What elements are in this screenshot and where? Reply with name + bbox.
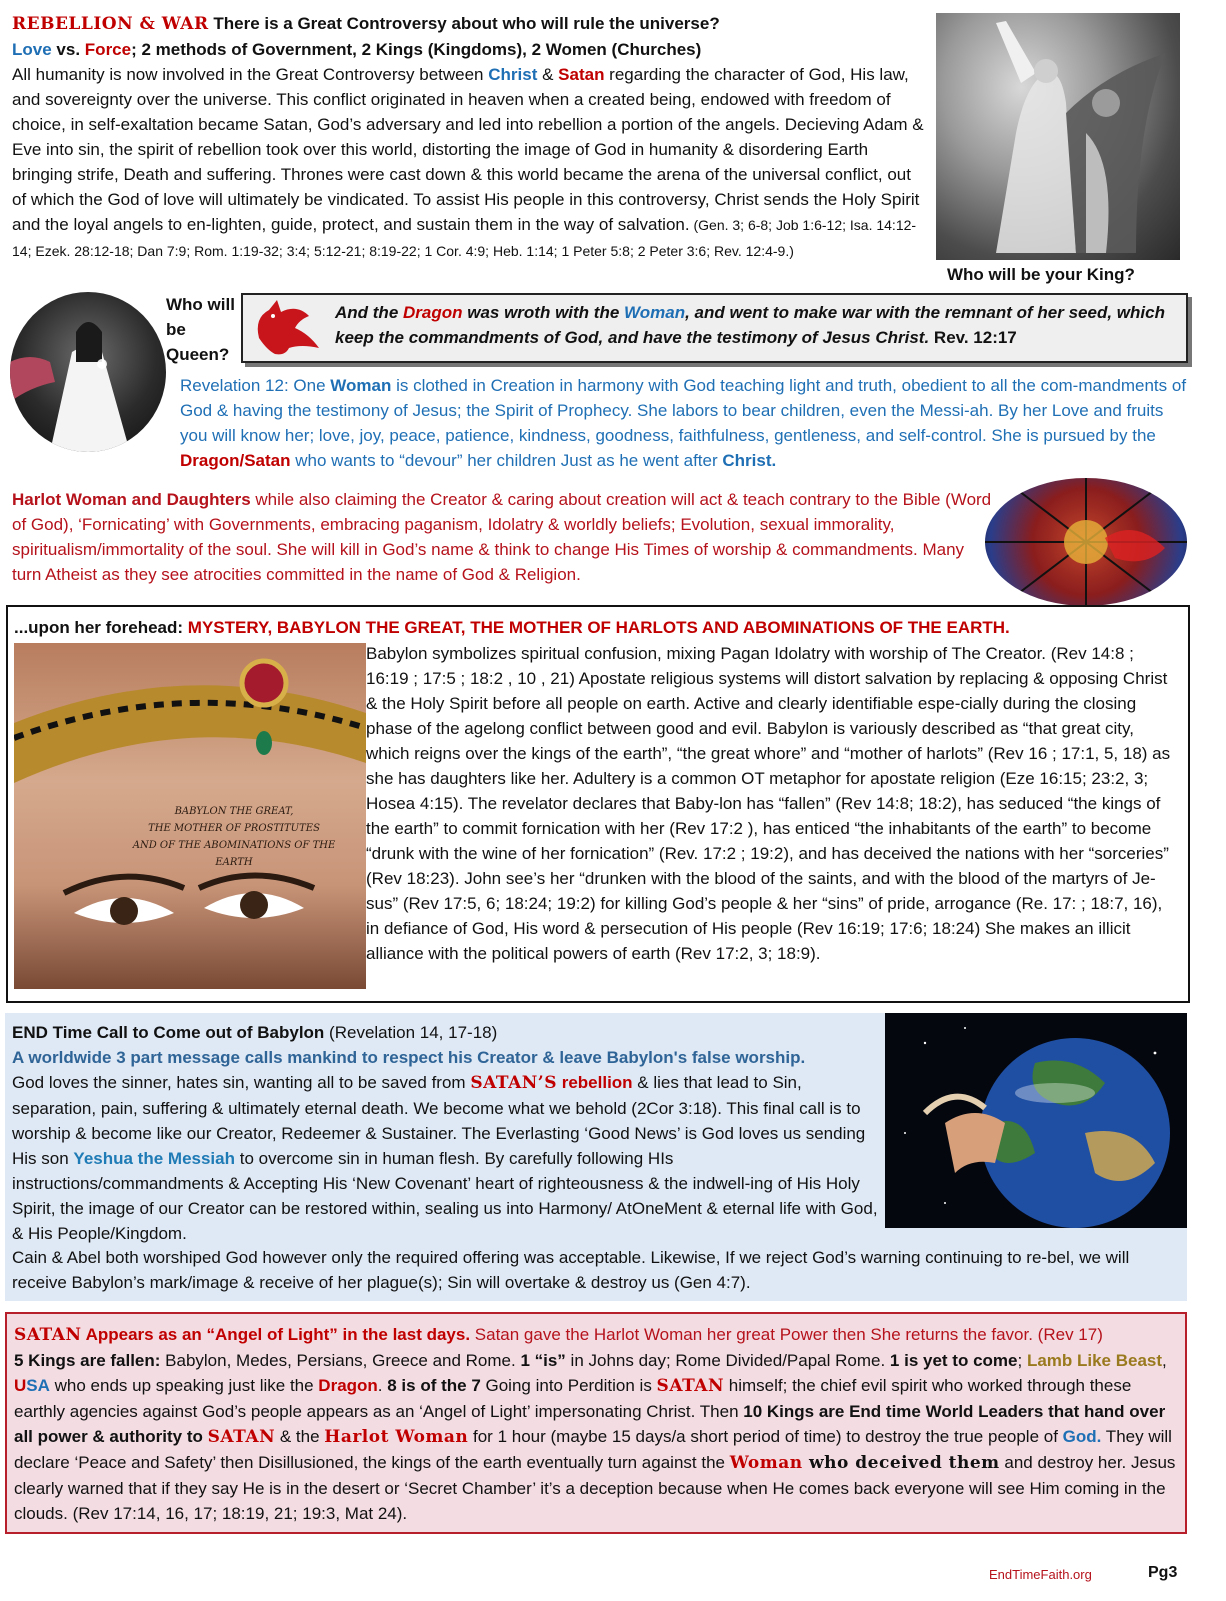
chief-spirit-text: himself; the chief evil spirit who worked through these earthly agencies against God’s people appears as an ‘Angel of Light’ impersonating Christ. Then — [14, 1376, 1132, 1421]
stained-glass-image — [985, 478, 1187, 606]
perdition-text: Going into Perdition is — [480, 1376, 657, 1395]
harlot-title: Harlot Woman and Daughters — [12, 490, 251, 509]
end-time-title — [12, 1020, 497, 1045]
revelation-woman-paragraph — [180, 373, 1190, 473]
mystery-title: MYSTERY, BABYLON THE GREAT, THE MOTHER OF HARLOTS AND ABOMINATIONS OF THE EARTH. — [187, 618, 1010, 637]
god-word: God. — [1062, 1427, 1102, 1446]
babylon-body: Babylon symbolizes spiritual confusion, mixing Pagan Idolatry with worship of The Creator. (Rev 14:8 ; 16:19 ; 17:5 ; 18:2 , 10 , 21) Apostate religious systems will distort salvation by replacing & opposing Christ & the Holy Spirit before all people on earth. Active and clearly identifiable espe-cially during the closing phase of the agelong conflict between good and evil. Babylon is variously described as “that great city, which reigns over the kings of the earth”, “the great whore” and “mother of harlots” (Rev 16 ; 17:1, 5, 18) as she has daughters like her. Adultery is a common OT metaphor for apostate religion (Eze 16:15; 23:2, 3; Hosea 4:15). The revelator declares that Baby-lon has “fallen” (Rev 14:8; 18:2), has seduced “the kings of the earth” to commit fornication with her (Rev 17:2 ), has enticed “the inhabitants of the earth” to become “drunk with the wine of her fornication” (Rev. 17:2 ; 19:2), and has deceived the nations with her “sorceries” (Rev 18:23). John see’s her “drunken with the blood of the saints, and with the blood of the martyrs of Je-sus” (Rev 17:5, 6; 18:24; 19:2) for killing God’s people & her “sins” of pride, arrogance (Re. 17: ; 18:7, 16), in defiance of God, His word & persecution of His people (Rev 16:19; 17:6; 18:24) She makes an illicit alliance with the political powers of earth (Rev 17:2, 3; 18:9). — [366, 644, 1171, 963]
quote-dragon: Dragon — [403, 303, 463, 322]
controversy-text-b: regarding the character of God, His law, and sovereignty over the universe. This conflict originated in heaven when a created being, endowed with freedom of choice, in self-exaltation became Satan, God’s adversary and led into rebellion a portion of the angels. Decieving Adam & Eve into sin, the spirit of rebellion took over this world, distorting the image of God in humanity & disordering Earth bringing strife, Death and suffering. Thrones were cast down & this world became the arena of the universal conflict, out of which the God of love will ultimately be vindicated. To assist His people in this controversy, Christ sends the Holy Spirit and the loyal angels to en-lighten, guide, protect, and sustain them in the way of salvation. — [12, 65, 924, 234]
semi: ; — [1017, 1351, 1027, 1370]
dot: . — [377, 1376, 388, 1395]
end-time-subtitle: A worldwide 3 part message calls mankind to respect his Creator & leave Babylon's false worship. — [12, 1048, 806, 1067]
footer-site: EndTimeFaith.org — [989, 1567, 1092, 1582]
rebellion-heading — [12, 11, 924, 37]
end-text-c: to overcome sin in human flesh. By carefully following HIs instructions/commandments & Accepting His ‘New Covenant’ heart of righteousness & the indwell-ing of His Holy Spirit, the image of our Creator can be restored within, sealing us into Harmony/ AtOneMent & eternal life with God, & His People/Kingdom. — [12, 1149, 878, 1243]
controversy-text-a: All humanity is now involved in the Great Controversy between — [12, 65, 489, 84]
quote-ref: Rev. 12:17 — [929, 328, 1017, 347]
rev-christ: Christ. — [722, 451, 777, 470]
scripture-refs: (Gen. 3; 6-8; Job 1:6-12; Isa. 14:12-14; Ezek. 28:12-18; Dan 7:9; Rom. 1:19-32; 3:4; 5:12-21; 8:19-22; 1 Cor. 4:9; Heb. 1:14; 1 Peter 5:8; 2 Peter 3:6; Rev. 12:4-9.) — [12, 217, 917, 259]
yeshua-name: Yeshua the Messiah — [73, 1149, 235, 1168]
page-number: Pg3 — [1148, 1564, 1178, 1581]
section-rebellion — [12, 11, 924, 264]
stained-glass-illustration — [985, 478, 1187, 606]
amp: & — [537, 65, 559, 84]
kings-list: Babylon, Medes, Persians, Greece and Rome. — [160, 1351, 521, 1370]
earth-angel-image — [885, 1013, 1187, 1228]
force-word: Force — [84, 40, 132, 59]
rev-text-b: is clothed in Creation in harmony with God teaching light and truth, obedient to all the com-mandments of God & having the testimony of Jesus; the Spirit of Prophecy. She labors to bear children, even the Messi-ah. By her Love and fruits you will know her; love, joy, peace, patience, kindness, goodness, faithfulness, gentleness, and self-control. She is pursued by the — [180, 376, 1187, 445]
rev-text-c: who wants to “devour” her children Just as he went after — [290, 451, 723, 470]
red-dragon-icon — [249, 298, 323, 358]
rebellion-tag: REBELLION & WAR — [12, 14, 209, 34]
controversy-paragraph — [12, 62, 924, 264]
deceived-them: who deceived them — [802, 1453, 1000, 1473]
tattoo-line-3: AND OF THE ABOMINATIONS OF THE EARTH — [132, 840, 336, 868]
lamb-like-beast: Lamb Like Beast — [1026, 1351, 1163, 1370]
love-word: Love — [12, 40, 52, 59]
one-is: 1 “is” — [520, 1351, 566, 1370]
controversy-question: There is a Great Controversy about who will rule the universe? — [213, 14, 720, 33]
harlot-woman-tag: Harlot Woman — [324, 1427, 469, 1447]
end-time-title-ref: (Revelation 14, 17-18) — [324, 1023, 498, 1042]
dragon-word: Dragon — [318, 1376, 378, 1395]
johns-day-text: in Johns day; Rome Divided/Papal Rome. — [565, 1351, 890, 1370]
vs-word: vs. — [56, 40, 81, 59]
us-u: U — [14, 1376, 27, 1395]
satan-word: Satan — [558, 65, 605, 84]
quote-woman: Woman — [624, 303, 686, 322]
tattoo-line-1: BABYLON THE GREAT, — [174, 806, 294, 817]
two-methods-line — [12, 37, 924, 62]
harlot-text: while also claiming the Creator & caring about creation will act & teach contrary to the Bible (Word of God), ‘Fornicating’ with Governments, embracing paganism, Idolatry & worldly beliefs; Evolution, sexual immorality, spiritualism/immortality of the soul. She will kill in God’s name & think to change His Times of worship & commandments. Many turn Atheist as they see atrocities committed in the name of God & Religion. — [12, 490, 992, 584]
yet-to-come: 1 is yet to come — [889, 1351, 1018, 1370]
jesus-warned-text: and destroy her. Jesus clearly warned that if they say He is in the desert or ‘Secret Chamber’ it’s a deception because when He comes back everyone will see Him coming in the clouds. (Rev 17:14, 16, 17; 18:19, 21; 19:3, Mat 24). — [14, 1453, 1176, 1523]
one-hour-text: for 1 hour (maybe 15 days/a short period of time) to destroy the true people of — [468, 1427, 1063, 1446]
cain-abel-paragraph: Cain & Abel both worshiped God however only the required offering was acceptable. Likewise, If we reject God’s warning continuing to re-bel, we will receive Babylon’s mark/image & receive of her plague(s); Sin will overtake & destroy us (Gen 4:7). — [12, 1248, 1130, 1292]
angel-of-light-heading: Appears as an “Angel of Light” in the last days. — [81, 1325, 471, 1344]
babylon-heading — [14, 615, 1010, 640]
harlot-paragraph — [12, 487, 992, 587]
earth-illustration — [885, 1013, 1187, 1228]
king-caption: Who will be your King? — [947, 265, 1135, 284]
comma: , — [1162, 1351, 1167, 1370]
rev-woman: Woman — [330, 376, 392, 395]
tattoo-line-2: THE MOTHER OF PROSTITUTES — [148, 823, 320, 834]
satan-box — [5, 1312, 1187, 1534]
christ-word: Christ — [488, 65, 538, 84]
end-text-a: God loves the sinner, hates sin, wanting all to be saved from — [12, 1073, 471, 1092]
and-the: & the — [275, 1427, 325, 1446]
ten-kings: 10 Kings are End time World Leaders that hand over all power & authority to — [14, 1402, 1166, 1446]
speaking-text: who ends up speaking just like the — [49, 1376, 319, 1395]
us-sa: SA — [26, 1376, 50, 1395]
queen-illustration — [10, 292, 166, 452]
queen-caption: Who will be Queen? — [166, 295, 235, 364]
peace-safety-text: They will declare ‘Peace and Safety’ then Disillusioned, the kings of the earth eventually turn against the — [14, 1427, 1172, 1472]
rebellion-word: rebellion — [557, 1073, 633, 1092]
rev-text-a: Revelation 12: One — [180, 376, 331, 395]
end-time-title-text: END Time Call to Come out of Babylon — [12, 1023, 325, 1042]
methods-text: ; 2 methods of Government, 2 Kings (Kingdoms), 2 Women (Churches) — [131, 40, 702, 59]
satans-word: SATAN’S — [470, 1073, 557, 1093]
end-time-paragraph — [12, 1070, 884, 1246]
woman-tag: Woman — [729, 1453, 803, 1473]
satan-tag-3: SATAN — [207, 1427, 276, 1447]
forehead-tattoo — [114, 803, 354, 871]
end-text-b: & lies that lead to Sin, separation, pain, suffering & ultimately eternal death. We become what we behold (2Cor 3:18). This final call is to worship & become like our Creator, Redeemer & Sustainer. The Everlasting ‘Good News’ is God loves us sending His son — [12, 1073, 866, 1168]
end-time-call-box — [5, 1013, 1187, 1301]
angel-battle-image — [936, 13, 1180, 260]
angel-battle-illustration — [936, 13, 1180, 260]
eight-of-seven: 8 is of the 7 — [387, 1376, 481, 1395]
quote-text-b: was wroth with the — [462, 303, 625, 322]
five-kings: 5 Kings are fallen: — [14, 1351, 161, 1370]
rev-dragon-satan: Dragon/Satan — [180, 451, 291, 470]
forehead-lead: ...upon her forehead: — [14, 618, 188, 637]
harlot-power-text: Satan gave the Harlot Woman her great Power then She returns the favor. (Rev 17) — [470, 1325, 1103, 1344]
dragon-quote — [335, 300, 1179, 350]
babylon-box — [6, 605, 1190, 1003]
babylon-woman-image — [14, 643, 366, 989]
dragon-quote-box — [241, 293, 1188, 363]
queen-image — [10, 292, 166, 452]
quote-text-c: , and went to make war with the remnant of her seed, which keep the commandments of God, and have the testimony of Jesus Christ. — [335, 303, 1165, 347]
satan-tag-1: SATAN — [14, 1325, 82, 1345]
satan-paragraph — [14, 1322, 1180, 1526]
satan-tag-2: SATAN — [656, 1376, 725, 1396]
quote-text-a: And the — [335, 303, 403, 322]
